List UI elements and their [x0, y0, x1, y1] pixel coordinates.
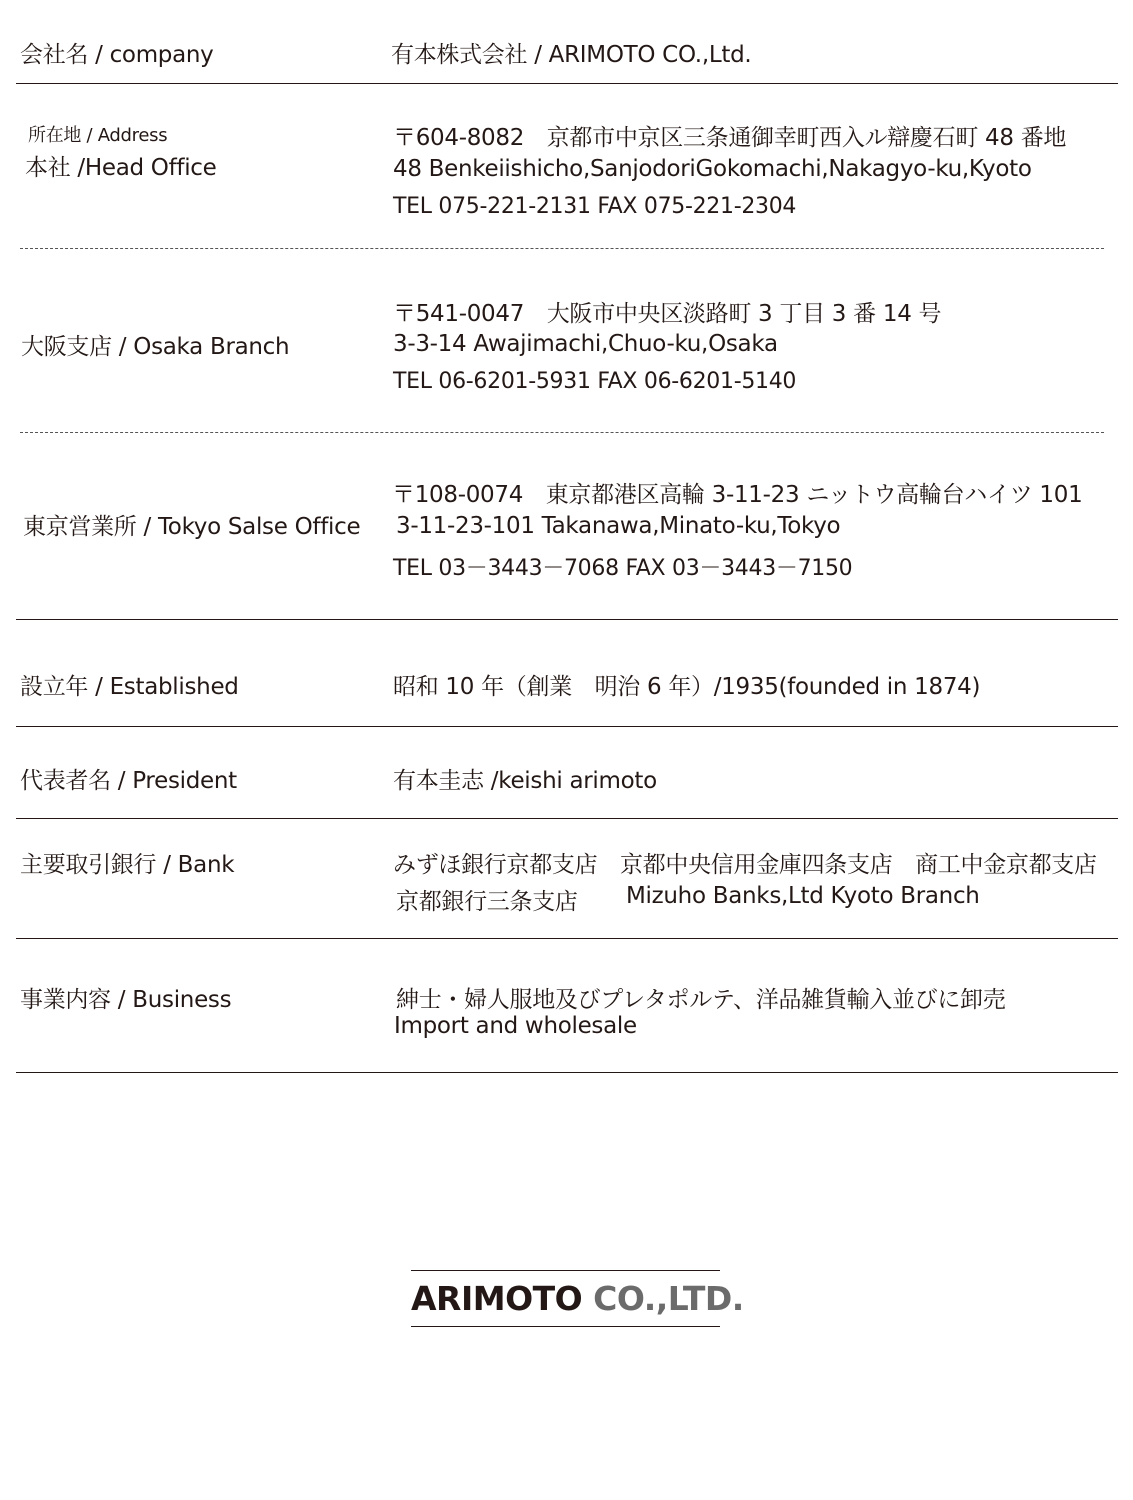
logo-text-company-suffix: CO.,LTD.	[582, 1279, 744, 1318]
tokyo-office-label: 東京営業所 / Tokyo Salse Office	[23, 514, 361, 540]
business-description-english: Import and wholesale	[394, 1013, 637, 1039]
tokyo-english-address: 3-11-23-101 Takanawa,Minato-ku,Tokyo	[396, 513, 841, 539]
divider	[16, 1072, 1118, 1073]
bank-kyoto-bank: 京都銀行三条支店	[396, 889, 578, 915]
head-office-postal-address: 〒604-8082 京都市中京区三条通御幸町西入ル辯慶石町 48 番地	[393, 125, 1067, 151]
address-small-label: 所在地 / Address	[28, 125, 168, 146]
company-value: 有本株式会社 / ARIMOTO CO.,Ltd.	[391, 42, 752, 68]
dashed-divider	[20, 248, 1104, 249]
established-label: 設立年 / Established	[20, 674, 239, 700]
bank-label: 主要取引銀行 / Bank	[20, 852, 235, 878]
tokyo-phone: TEL 03－3443－7068 FAX 03－3443－7150	[393, 556, 853, 581]
logo-text-arimoto: ARIMOTO	[411, 1279, 583, 1318]
logo-bottom-rule	[411, 1326, 720, 1327]
head-office-english-address: 48 Benkeiishicho,SanjodoriGokomachi,Nakagyo-ku,Kyoto	[393, 156, 1032, 182]
dashed-divider	[20, 432, 1104, 433]
company-logo	[411, 1270, 744, 1328]
president-value: 有本圭志 /keishi arimoto	[393, 768, 657, 794]
divider	[16, 726, 1118, 727]
established-value: 昭和 10 年（創業 明治 6 年）/1935(founded in 1874)	[393, 674, 981, 700]
divider	[16, 83, 1118, 84]
osaka-postal-address: 〒541-0047 大阪市中央区淡路町 3 丁目 3 番 14 号	[393, 301, 942, 327]
osaka-english-address: 3-3-14 Awajimachi,Chuo-ku,Osaka	[393, 331, 778, 357]
head-office-phone: TEL 075-221-2131 FAX 075-221-2304	[393, 194, 797, 219]
tokyo-postal-address: 〒108-0074 東京都港区高輪 3-11-23 ニットウ高輪台ハイツ 101	[392, 482, 1083, 508]
head-office-label: 本社 /Head Office	[25, 155, 217, 181]
business-label: 事業内容 / Business	[20, 987, 232, 1013]
company-label: 会社名 / company	[20, 42, 214, 68]
osaka-branch-label: 大阪支店 / Osaka Branch	[21, 334, 290, 360]
divider	[16, 938, 1118, 939]
bank-list-japanese: みずほ銀行京都支店 京都中央信用金庫四条支店 商工中金京都支店	[393, 852, 1097, 878]
osaka-phone: TEL 06-6201-5931 FAX 06-6201-5140	[393, 369, 797, 394]
logo-wordmark	[411, 1279, 744, 1318]
divider	[16, 619, 1118, 620]
logo-top-rule	[411, 1270, 720, 1271]
divider	[16, 818, 1118, 819]
president-label: 代表者名 / President	[20, 768, 237, 794]
bank-mizuho-english: Mizuho Banks,Ltd Kyoto Branch	[626, 883, 980, 909]
business-description-japanese: 紳士・婦人服地及びプレタポルテ、洋品雑貨輸入並びに卸売	[396, 987, 1006, 1013]
